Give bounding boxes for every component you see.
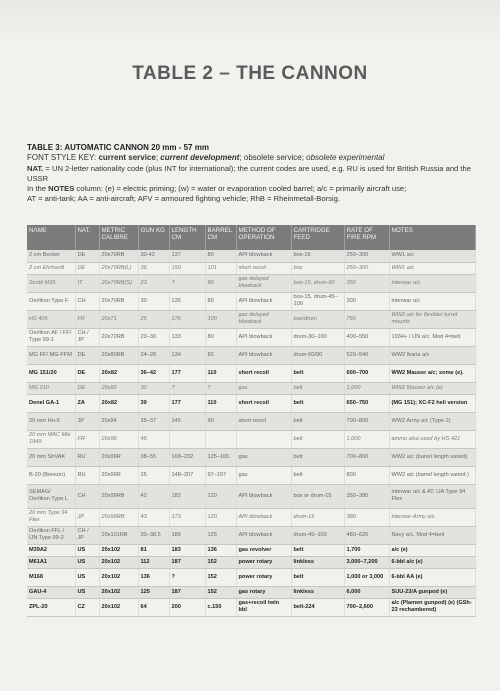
cell-rate: 1,000: [344, 430, 389, 448]
cell-rate: 800: [344, 466, 389, 484]
cell-nat: DE: [75, 262, 99, 274]
cell-name: 2 cm Ehrhardt: [27, 262, 75, 274]
cell-notes: 1934+ / IJN a/c. Mod 4=belt: [389, 328, 475, 346]
cell-rate: 350–380: [344, 484, 389, 508]
cell-gun-kg: 36–42: [138, 364, 169, 382]
cell-notes: WW2 a/c (barrel length varied): [389, 448, 475, 466]
cell-calibre: 20x99RB: [99, 484, 138, 508]
cell-gun-kg: 30–38.5: [138, 526, 169, 544]
cell-length: 134: [169, 346, 205, 364]
font-key-development: current development: [160, 153, 240, 163]
table-row: [27, 328, 475, 346]
cell-gun-kg: 25: [138, 466, 169, 484]
cell-barrel: 100: [205, 310, 236, 328]
cell-barrel: 80: [205, 328, 236, 346]
cell-nat: RU: [75, 448, 99, 466]
page-top-strip: [0, 0, 500, 40]
cell-nat: FR: [75, 430, 99, 448]
table-row: [27, 262, 475, 274]
cell-rate: 650–750: [344, 394, 389, 412]
cell-length: 182: [169, 484, 205, 508]
cell-operation: gas rotary: [236, 586, 291, 598]
cell-rate: 480–620: [344, 526, 389, 544]
table-row: [27, 586, 475, 598]
cell-gun-kg: 45: [138, 430, 169, 448]
cell-notes: interwar a/c: [389, 292, 475, 310]
cell-feed: belt: [291, 382, 344, 394]
cell-calibre: 20x96: [99, 430, 138, 448]
table-body: [27, 250, 475, 616]
font-key-experimental: obsolete experimental: [306, 153, 385, 163]
cell-name: M168: [27, 568, 75, 586]
notes-explanation: [27, 184, 477, 194]
header-barrel: BARREL CM: [205, 225, 236, 250]
notes-text-2: column: (e) = electric priming; (w) = water or evaporation cooled barrel; a/c = primarily aircraft use;: [74, 184, 407, 194]
cell-calibre: 20x80RB: [99, 346, 138, 364]
cell-length: 137: [169, 250, 205, 262]
cell-name: Oerlikon AF / FF/ Type 99-1: [27, 328, 75, 346]
cell-notes: SUU-23/A gunpod (e): [389, 586, 475, 598]
cell-gun-kg: 64: [138, 598, 169, 616]
cell-barrel: 82: [205, 346, 236, 364]
cell-notes: WW2 Mauser a/c (e): [389, 382, 475, 394]
cell-barrel: 120: [205, 508, 236, 526]
cell-barrel: 97–157: [205, 466, 236, 484]
table-row: [27, 484, 475, 508]
cell-operation: API blowback: [236, 346, 291, 364]
cell-rate: 700–800: [344, 448, 389, 466]
nat-text: = UN 2-letter nationality code (plus INT for international); the current codes are used, e.g. RU is used for British Russia and the USSR: [27, 163, 471, 183]
cell-notes: WW2 a/c (barrel length varied ): [389, 466, 475, 484]
cell-operation: API blowback: [236, 526, 291, 544]
cell-gun-kg: 23: [138, 274, 169, 292]
notes-label: NOTES: [48, 184, 75, 194]
cell-operation: gas: [236, 382, 291, 394]
cell-name: MG FF/ MG-FFM: [27, 346, 75, 364]
cell-barrel: 136: [205, 544, 236, 556]
table-caption: TABLE 3: AUTOMATIC CANNON 20 mm - 57 mm: [27, 143, 209, 152]
cell-nat: CH: [75, 484, 99, 508]
font-style-key: FONT STYLE KEY: current service; current development; obsolete service; obsolete experimental: [27, 153, 385, 163]
table-row: [27, 394, 475, 412]
cell-operation: API blowback: [236, 292, 291, 310]
cell-notes: ammo also used by HS 421: [389, 430, 475, 448]
cell-operation: short recoil: [236, 364, 291, 382]
cell-name: B-20 (Berezin): [27, 466, 75, 484]
cell-barrel: 90: [205, 412, 236, 430]
cell-notes: interwar a/c: [389, 274, 475, 292]
table-intro: [27, 143, 477, 205]
cell-feed: belt-224: [291, 598, 344, 616]
cell-name: MG 151/20: [27, 364, 75, 382]
cell-notes: a/c (e): [389, 544, 475, 556]
cell-rate: 300: [344, 292, 389, 310]
cell-nat: DE: [75, 346, 99, 364]
cell-calibre: 20x82: [99, 382, 138, 394]
cell-length: 177: [169, 394, 205, 412]
table-row: [27, 364, 475, 382]
cell-barrel: c.150: [205, 598, 236, 616]
cell-calibre: 20x94: [99, 412, 138, 430]
cell-barrel: 80: [205, 250, 236, 262]
cell-rate: 760: [344, 310, 389, 328]
cell-gun-kg: 36: [138, 262, 169, 274]
cell-feed: drum-60/90: [291, 346, 344, 364]
cell-barrel: 110: [205, 364, 236, 382]
notes-text-1: In the: [27, 184, 49, 194]
cell-nat: FR: [75, 310, 99, 328]
cell-rate: 700–800: [344, 412, 389, 430]
cell-name: Denel GA-1: [27, 394, 75, 412]
cell-nat: JP: [75, 412, 99, 430]
cell-calibre: 20x102: [99, 598, 138, 616]
header-notes: NOTES: [389, 225, 475, 250]
cell-length: ?: [169, 274, 205, 292]
cell-name: 20 mm Ho-5: [27, 412, 75, 430]
cell-length: 187: [169, 556, 205, 568]
cell-nat: US: [75, 586, 99, 598]
cell-notes: a/c (Plamen gunpod) (e) (GSh-23 rechambered): [389, 598, 475, 616]
table-row: [27, 448, 475, 466]
cell-name: 2 cm Becker: [27, 250, 75, 262]
cell-operation: gas+recoil twin bbl: [236, 598, 291, 616]
cell-length: ?: [169, 382, 205, 394]
cell-operation: gas: [236, 466, 291, 484]
table-row: [27, 508, 475, 526]
font-key-current: current service: [98, 153, 156, 163]
cell-operation: short recoil: [236, 412, 291, 430]
header-feed: CARTRIDGE FEED: [291, 225, 344, 250]
cell-gun-kg: 112: [138, 556, 169, 568]
cell-notes: WW2 Army a/c (Type 2): [389, 412, 475, 430]
cell-calibre: 20x72RB: [99, 328, 138, 346]
cell-barrel: 152: [205, 568, 236, 586]
cell-feed: box or drum-15: [291, 484, 344, 508]
cell-gun-kg: 32: [138, 382, 169, 394]
cannon-table: [27, 225, 476, 617]
cell-name: 20 mm ShVAK: [27, 448, 75, 466]
cell-barrel: 101: [205, 262, 236, 274]
cell-length: 200: [169, 598, 205, 616]
cell-nat: JP: [75, 508, 99, 526]
cell-feed: box-15, drum-45–100: [291, 292, 344, 310]
cell-barrel: 80: [205, 292, 236, 310]
cell-gun-kg: 125: [138, 586, 169, 598]
cell-nat: DE: [75, 382, 99, 394]
cell-length: 187: [169, 586, 205, 598]
cell-operation: short recoil: [236, 262, 291, 274]
cell-rate: 1,700: [344, 544, 389, 556]
cell-length: 145: [169, 412, 205, 430]
header-calibre: METRIC CALIBRE: [99, 225, 138, 250]
table-row: [27, 250, 475, 262]
cell-gun-kg: 136: [138, 568, 169, 586]
cell-feed: belt: [291, 544, 344, 556]
cell-gun-kg: 42: [138, 484, 169, 508]
cell-length: 133: [169, 328, 205, 346]
table-header-row: [27, 225, 475, 250]
cell-barrel: 80: [205, 274, 236, 292]
notes-abbreviations: AT = anti-tank; AA = anti-aircraft; AFV = armoured fighting vehicle; RhB = Rheinmetall-Borsig.: [27, 194, 340, 204]
cell-barrel: 152: [205, 556, 236, 568]
nat-label: NAT.: [27, 163, 44, 173]
cell-feed: box-15, drum-60: [291, 274, 344, 292]
cell-calibre: 20x70RB: [99, 250, 138, 262]
cell-nat: IT: [75, 274, 99, 292]
cell-name: 20 mm MAC Mle 1949: [27, 430, 75, 448]
cell-operation: short recoil: [236, 394, 291, 412]
header-gun-kg: GUN KG: [138, 225, 169, 250]
cell-name: 20 mm Type 94 Flex: [27, 508, 75, 526]
cell-feed: drum-15: [291, 508, 344, 526]
table-row: [27, 526, 475, 544]
cell-feed: linkless: [291, 586, 344, 598]
cell-operation: power rotary: [236, 556, 291, 568]
cell-operation: API blowback: [236, 328, 291, 346]
cell-length: 150: [169, 262, 205, 274]
cell-operation: gas revolver: [236, 544, 291, 556]
header-length: LENGTH CM: [169, 225, 205, 250]
cell-barrel: 110: [205, 394, 236, 412]
cell-name: Scotti M35: [27, 274, 75, 292]
cell-gun-kg: 25: [138, 310, 169, 328]
cell-notes: WW1 a/c: [389, 262, 475, 274]
cell-feed: drum-45–100: [291, 526, 344, 544]
cell-operation: gas delayed blowback: [236, 274, 291, 292]
cell-gun-kg: 81: [138, 544, 169, 556]
cell-nat: ZA: [75, 394, 99, 412]
cell-calibre: 20x99R: [99, 466, 138, 484]
table-row: [27, 556, 475, 568]
cell-nat: CH / JP: [75, 328, 99, 346]
cell-operation: gas delayed blowback: [236, 310, 291, 328]
table-row: [27, 310, 475, 328]
cell-nat: RU: [75, 466, 99, 484]
cell-rate: 250–300: [344, 250, 389, 262]
cell-calibre: 20x102: [99, 586, 138, 598]
cell-notes: WW1 a/c: [389, 250, 475, 262]
header-nat: NAT.: [75, 225, 99, 250]
cell-feed: belt: [291, 394, 344, 412]
cell-calibre: 20x102: [99, 568, 138, 586]
cell-operation: API blowback: [236, 508, 291, 526]
cell-gun-kg: 38–55: [138, 448, 169, 466]
cell-calibre: 20x82: [99, 364, 138, 382]
cell-length: 183: [169, 544, 205, 556]
cell-operation: API blowback: [236, 484, 291, 508]
cell-feed: box-15: [291, 250, 344, 262]
cell-notes: 6-bbl AA (e): [389, 568, 475, 586]
cell-nat: DE: [75, 364, 99, 382]
cell-length: 189: [169, 526, 205, 544]
cell-feed: belt: [291, 412, 344, 430]
cell-calibre: 20x82: [99, 394, 138, 412]
cell-name: MG 210: [27, 382, 75, 394]
cell-notes: WW2 Mauser a/c; some (e).: [389, 364, 475, 382]
cell-barrel: 120: [205, 484, 236, 508]
cell-length: 168–232: [169, 448, 205, 466]
cell-operation: gas: [236, 448, 291, 466]
cell-feed: belt: [291, 568, 344, 586]
cell-gun-kg: 39: [138, 394, 169, 412]
header-rate: RATE OF FIRE RPM: [344, 225, 389, 250]
cell-barrel: 125: [205, 526, 236, 544]
cell-calibre: 20x99RB: [99, 508, 138, 526]
cell-rate: 400–550: [344, 328, 389, 346]
font-key-label: FONT STYLE KEY:: [27, 153, 97, 163]
cell-notes: 6-bbl a/c (e): [389, 556, 475, 568]
cell-nat: US: [75, 544, 99, 556]
cell-feed: box/drum: [291, 310, 344, 328]
cell-feed: belt: [291, 448, 344, 466]
table-row: [27, 292, 475, 310]
cell-barrel: [205, 430, 236, 448]
cell-gun-kg: 23–30: [138, 328, 169, 346]
cell-length: 148–207: [169, 466, 205, 484]
cell-gun-kg: 30-42: [138, 250, 169, 262]
cell-feed: belt: [291, 430, 344, 448]
cell-feed: drum-30–100: [291, 328, 344, 346]
cell-operation: power rotary: [236, 568, 291, 586]
cell-length: 135: [169, 292, 205, 310]
cell-name: SEMAG/ Oerlikon Type L: [27, 484, 75, 508]
cell-rate: 600–700: [344, 364, 389, 382]
cell-nat: US: [75, 568, 99, 586]
cell-feed: belt: [291, 364, 344, 382]
cell-gun-kg: 43: [138, 508, 169, 526]
cell-notes: Navy a/c. Mod 4=belt: [389, 526, 475, 544]
cell-barrel: ?: [205, 382, 236, 394]
table-row: [27, 568, 475, 586]
cell-notes: interwar a/c & AT; IJA Type 94 Flex: [389, 484, 475, 508]
cell-gun-kg: 35–37: [138, 412, 169, 430]
cell-name: HS 405: [27, 310, 75, 328]
cell-rate: 1,000: [344, 382, 389, 394]
cell-name: ZPL-20: [27, 598, 75, 616]
cell-barrel: 152: [205, 586, 236, 598]
page-title: TABLE 2 – THE CANNON: [132, 63, 368, 84]
cell-operation: [236, 430, 291, 448]
cell-rate: 1,000 or 3,000: [344, 568, 389, 586]
table-row: [27, 412, 475, 430]
cell-rate: 350: [344, 274, 389, 292]
cell-calibre: 20x71: [99, 310, 138, 328]
cell-name: Oerlikon Type F: [27, 292, 75, 310]
table-row: [27, 544, 475, 556]
cell-barrel: 125–165: [205, 448, 236, 466]
cell-nat: CH / JP: [75, 526, 99, 544]
table-row: [27, 430, 475, 448]
cell-name: GAU-4: [27, 586, 75, 598]
cell-nat: CZ: [75, 598, 99, 616]
cell-name: M39A2: [27, 544, 75, 556]
cell-calibre: 20x70RB(L): [99, 262, 138, 274]
table-row: [27, 466, 475, 484]
cell-rate: 6,000: [344, 586, 389, 598]
cell-rate: 250–300: [344, 262, 389, 274]
table-row: [27, 598, 475, 616]
cell-calibre: 20x70RB(S): [99, 274, 138, 292]
cell-rate: 700–2,600: [344, 598, 389, 616]
cell-nat: DE: [75, 250, 99, 262]
table-row: [27, 346, 475, 364]
cell-notes: (MG 151); XC-F2 heli version: [389, 394, 475, 412]
table-row: [27, 274, 475, 292]
cell-name: Oerlikon FFL / IJN Type 99-2: [27, 526, 75, 544]
cell-calibre: 20x70RB: [99, 292, 138, 310]
cell-calibre: 20x99R: [99, 448, 138, 466]
cell-rate: 520–540: [344, 346, 389, 364]
cell-length: 173: [169, 508, 205, 526]
cell-length: ?: [169, 568, 205, 586]
cell-length: 176: [169, 310, 205, 328]
cell-notes: WW2 a/c for flexible/ turret mounts: [389, 310, 475, 328]
cell-calibre: 20x102: [99, 544, 138, 556]
cell-gun-kg: 24–28: [138, 346, 169, 364]
cell-notes: WW2 Ikaria a/c: [389, 346, 475, 364]
cell-length: 177: [169, 364, 205, 382]
cell-notes: interwar Army a/c: [389, 508, 475, 526]
cell-operation: API blowback: [236, 250, 291, 262]
table-row: [27, 382, 475, 394]
cell-calibre: 20x101RB: [99, 526, 138, 544]
cell-calibre: 20x102: [99, 556, 138, 568]
nat-explanation: [27, 164, 477, 185]
cell-name: M61A1: [27, 556, 75, 568]
font-key-obsolete: obsolete service: [243, 153, 302, 163]
header-name: NAME: [27, 225, 75, 250]
cell-feed: box: [291, 262, 344, 274]
cell-gun-kg: 30: [138, 292, 169, 310]
cell-nat: US: [75, 556, 99, 568]
cell-feed: linkless: [291, 556, 344, 568]
header-operation: METHOD OF OPERATION: [236, 225, 291, 250]
cell-nat: CH: [75, 292, 99, 310]
cell-feed: belt: [291, 466, 344, 484]
cell-rate: 380: [344, 508, 389, 526]
cell-rate: 3,000–7,200: [344, 556, 389, 568]
cell-length: [169, 430, 205, 448]
